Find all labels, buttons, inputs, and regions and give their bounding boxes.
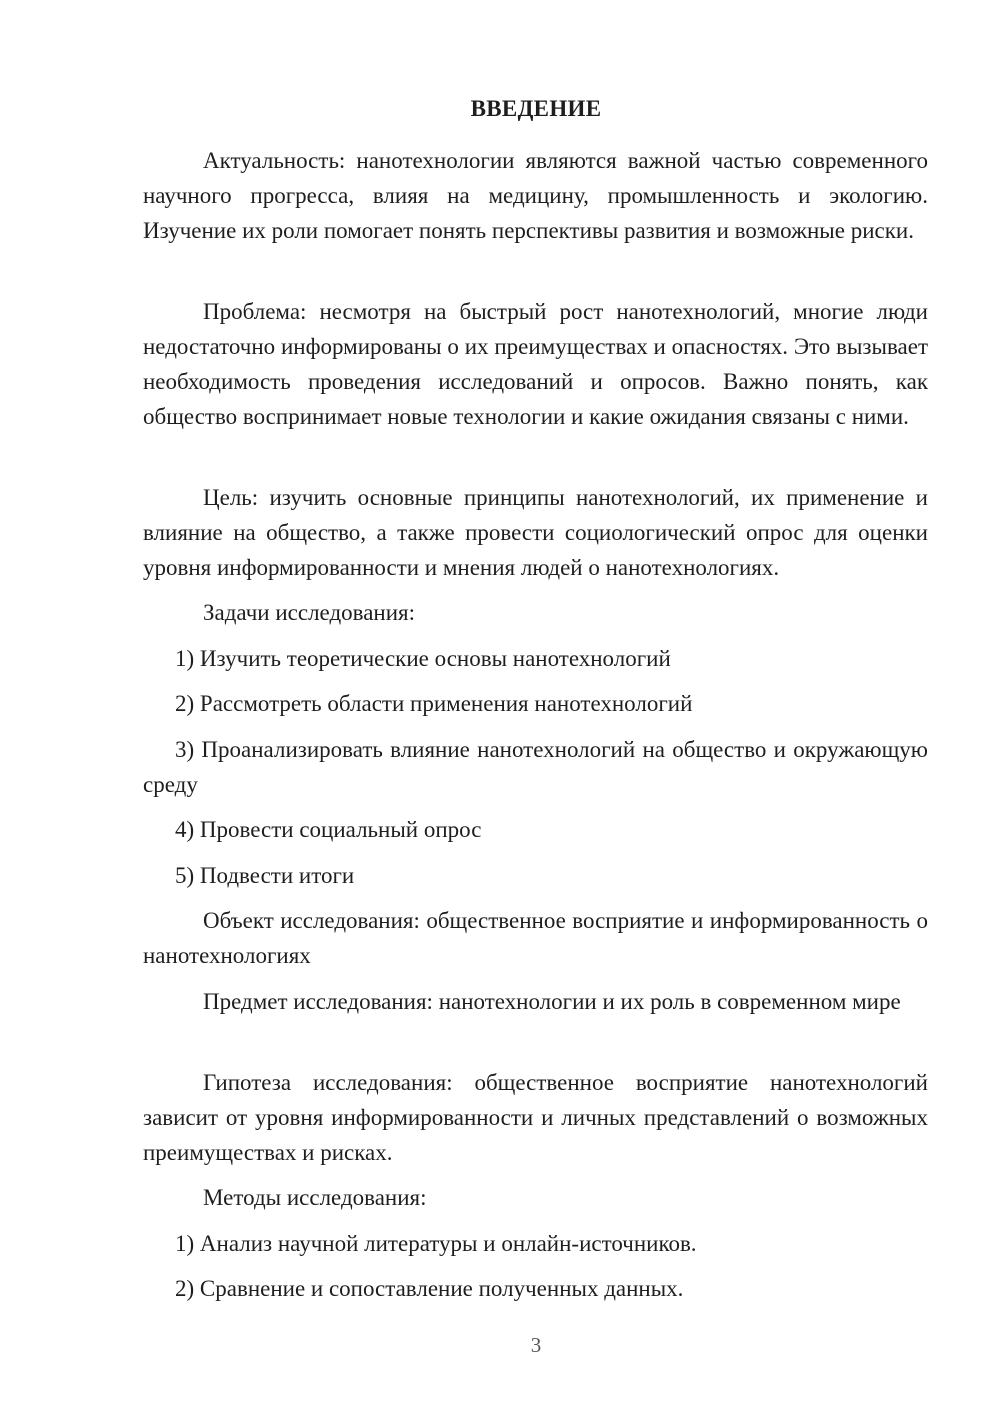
hypothesis-paragraph: Гипотеза исследования: общественное восприятие нанотехнологий зависит от уровня информированности и личных представлений о возможных преимуществах и рисках. <box>143 1070 928 1165</box>
task-item-1: 1) Изучить теоретические основы нанотехнологий <box>175 646 671 671</box>
method-item-2: 2) Сравнение и сопоставление полученных данных. <box>175 1276 684 1301</box>
task-item-3: 3) Проанализировать влияние нанотехнологий на общество и окружающую среду <box>143 737 928 797</box>
task-item-5: 5) Подвести итоги <box>175 863 355 888</box>
goal-paragraph: Цель: изучить основные принципы нанотехнологий, их применение и влияние на общество, а также провести социологический опрос для оценки уровня информированности и мнения людей о нанотехнологиях. <box>143 485 928 580</box>
methods-title: Методы исследования: <box>203 1185 427 1210</box>
method-item-1: 1) Анализ научной литературы и онлайн-источников. <box>175 1231 697 1256</box>
tasks-title: Задачи исследования: <box>203 600 416 625</box>
task-item-2: 2) Рассмотреть области применения нанотехнологий <box>175 691 693 716</box>
page-number: 3 <box>530 1333 542 1357</box>
object-paragraph: Объект исследования: общественное восприятие и информированность о нанотехнологиях <box>143 908 928 968</box>
problem-paragraph: Проблема: несмотря на быстрый рост нанотехнологий, многие люди недостаточно информированы о их преимуществах и опасностях. Это вызывает необходимость проведения исследований и опросов. Важно понять, как общество воспринимает новые технологии и какие ожидания связаны с ними. <box>143 299 928 429</box>
task-item-4: 4) Провести социальный опрос <box>175 817 482 842</box>
page-title: ВВЕДЕНИЕ <box>470 96 602 121</box>
relevance-paragraph: Актуальность: нанотехнологии являются важной частью современного научного прогресса, влияя на медицину, промышленность и экологию. Изучение их роли помогает понять перспективы развития и возможные риски. <box>143 148 928 243</box>
subject-paragraph: Предмет исследования: нанотехнологии и их роль в современном мире <box>203 989 901 1014</box>
